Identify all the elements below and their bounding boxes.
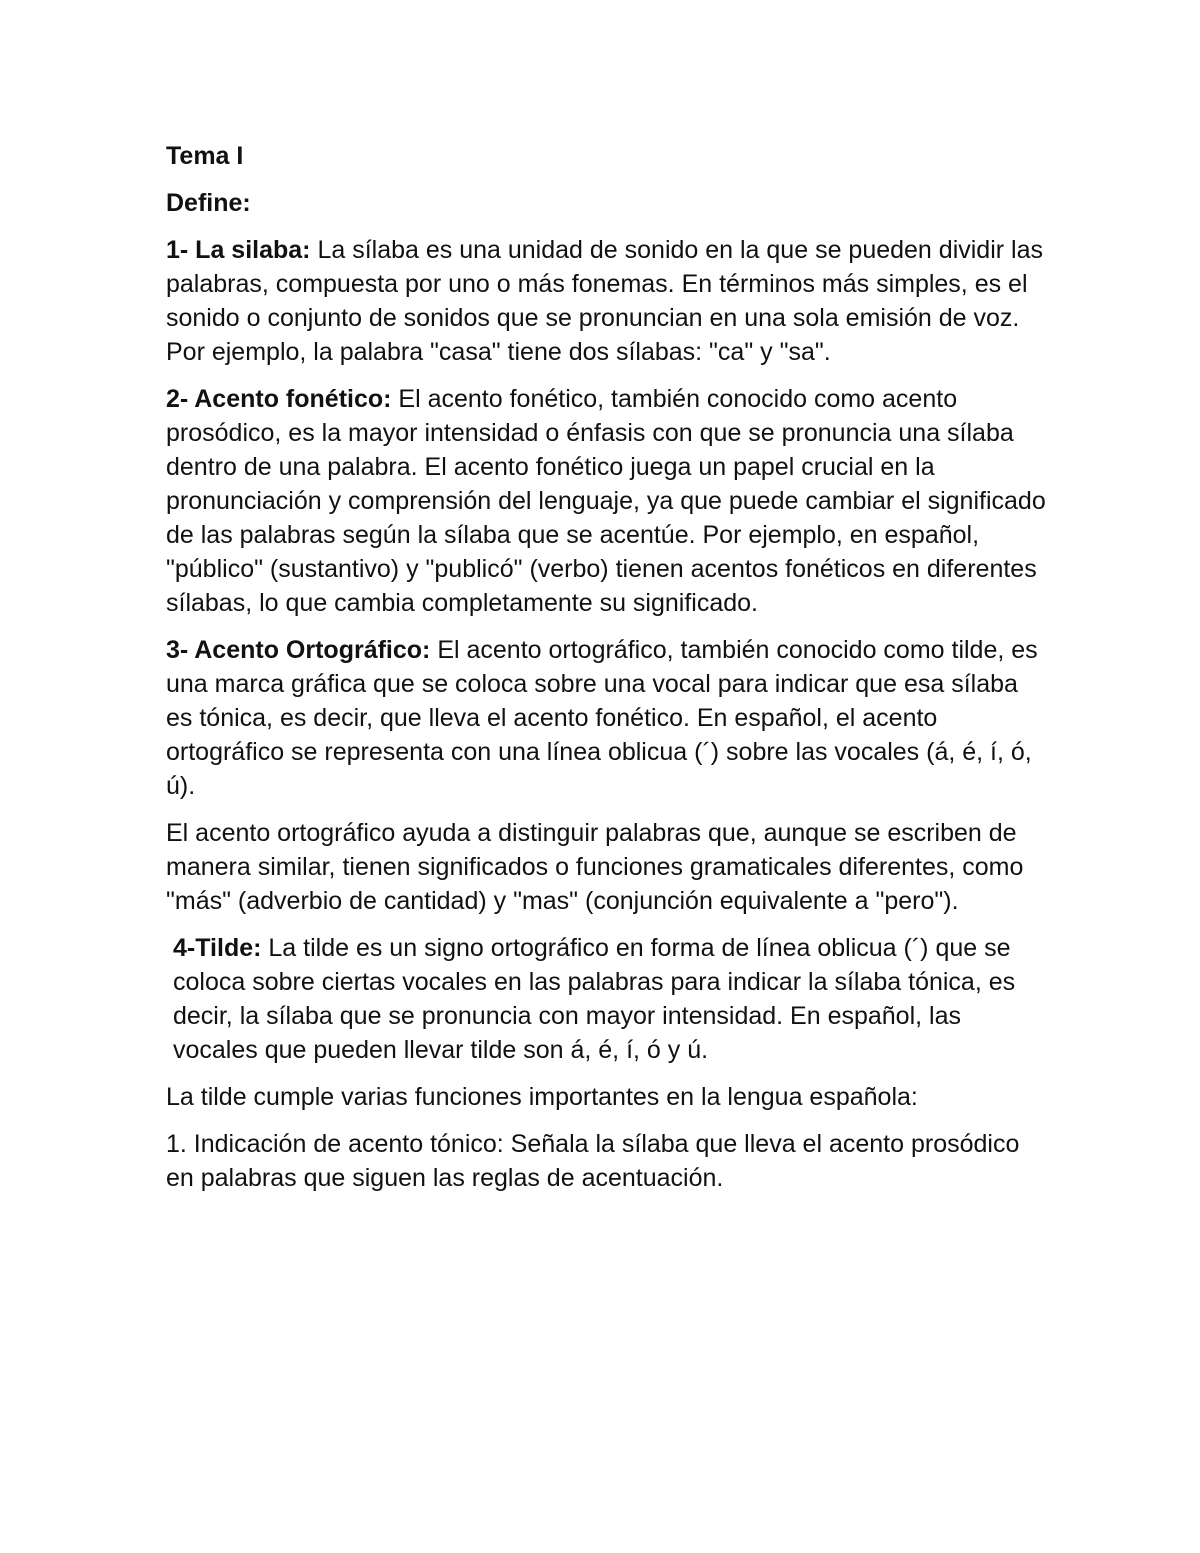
definition-term: 4-Tilde: <box>173 934 262 962</box>
document-subtitle: Define: <box>166 189 251 217</box>
definition-text: El acento ortográfico, también conocido como tilde, es una marca gráfica que se coloca sobre una vocal para indicar que esa sílaba es tónica, es decir, que lleva el acento fonético. En español, el acento ortográfico se representa con una línea oblicua (´) sobre las vocales (á, é, í, ó, ú). <box>166 636 1038 800</box>
definition-acento-fonetico <box>166 382 1046 620</box>
definition-text: El acento fonético, también conocido como acento prosódico, es la mayor intensidad o énfasis con que se pronuncia una sílaba dentro de una palabra. El acento fonético juega un papel crucial en la pronunciación y comprensión del lenguaje, ya que puede cambiar el significado de las palabras según la sílaba que se acentúe. Por ejemplo, en español, "público" (sustantivo) y "publicó" (verbo) tienen acentos fonéticos en diferentes sílabas, lo que cambia completamente su significado. <box>166 385 1046 617</box>
definition-tilde <box>166 931 1046 1067</box>
document-body <box>166 139 1046 1208</box>
definition-term: 2- Acento fonético: <box>166 385 392 413</box>
definition-term: 3- Acento Ortográfico: <box>166 636 431 664</box>
definition-text: La tilde es un signo ortográfico en forma de línea oblicua (´) que se coloca sobre ciertas vocales en las palabras para indicar la sílaba tónica, es decir, la sílaba que se pronuncia con mayor intensidad. En español, las vocales que pueden llevar tilde son á, é, í, ó y ú. <box>173 934 1016 1064</box>
definition-silaba <box>166 233 1046 369</box>
definition-acento-ortografico <box>166 633 1046 803</box>
definition-term: 1- La silaba: <box>166 236 311 264</box>
definition-text: La sílaba es una unidad de sonido en la que se pueden dividir las palabras, compuesta por uno o más fonemas. En términos más simples, es el sonido o conjunto de sonidos que se pronuncian en una sola emisión de voz. Por ejemplo, la palabra "casa" tiene dos sílabas: "ca" y "sa". <box>166 236 1043 366</box>
document-title: Tema I <box>166 142 244 170</box>
list-item: 1. Indicación de acento tónico: Señala la sílaba que lleva el acento prosódico en palabras que siguen las reglas de acentuación. <box>166 1130 1020 1192</box>
paragraph-acento-ortografico: El acento ortográfico ayuda a distinguir palabras que, aunque se escriben de manera similar, tienen significados o funciones gramaticales diferentes, como "más" (adverbio de cantidad) y "mas" (conjunción equivalente a "pero"). <box>166 819 1024 915</box>
paragraph-funciones: La tilde cumple varias funciones importantes en la lengua española: <box>166 1083 918 1111</box>
